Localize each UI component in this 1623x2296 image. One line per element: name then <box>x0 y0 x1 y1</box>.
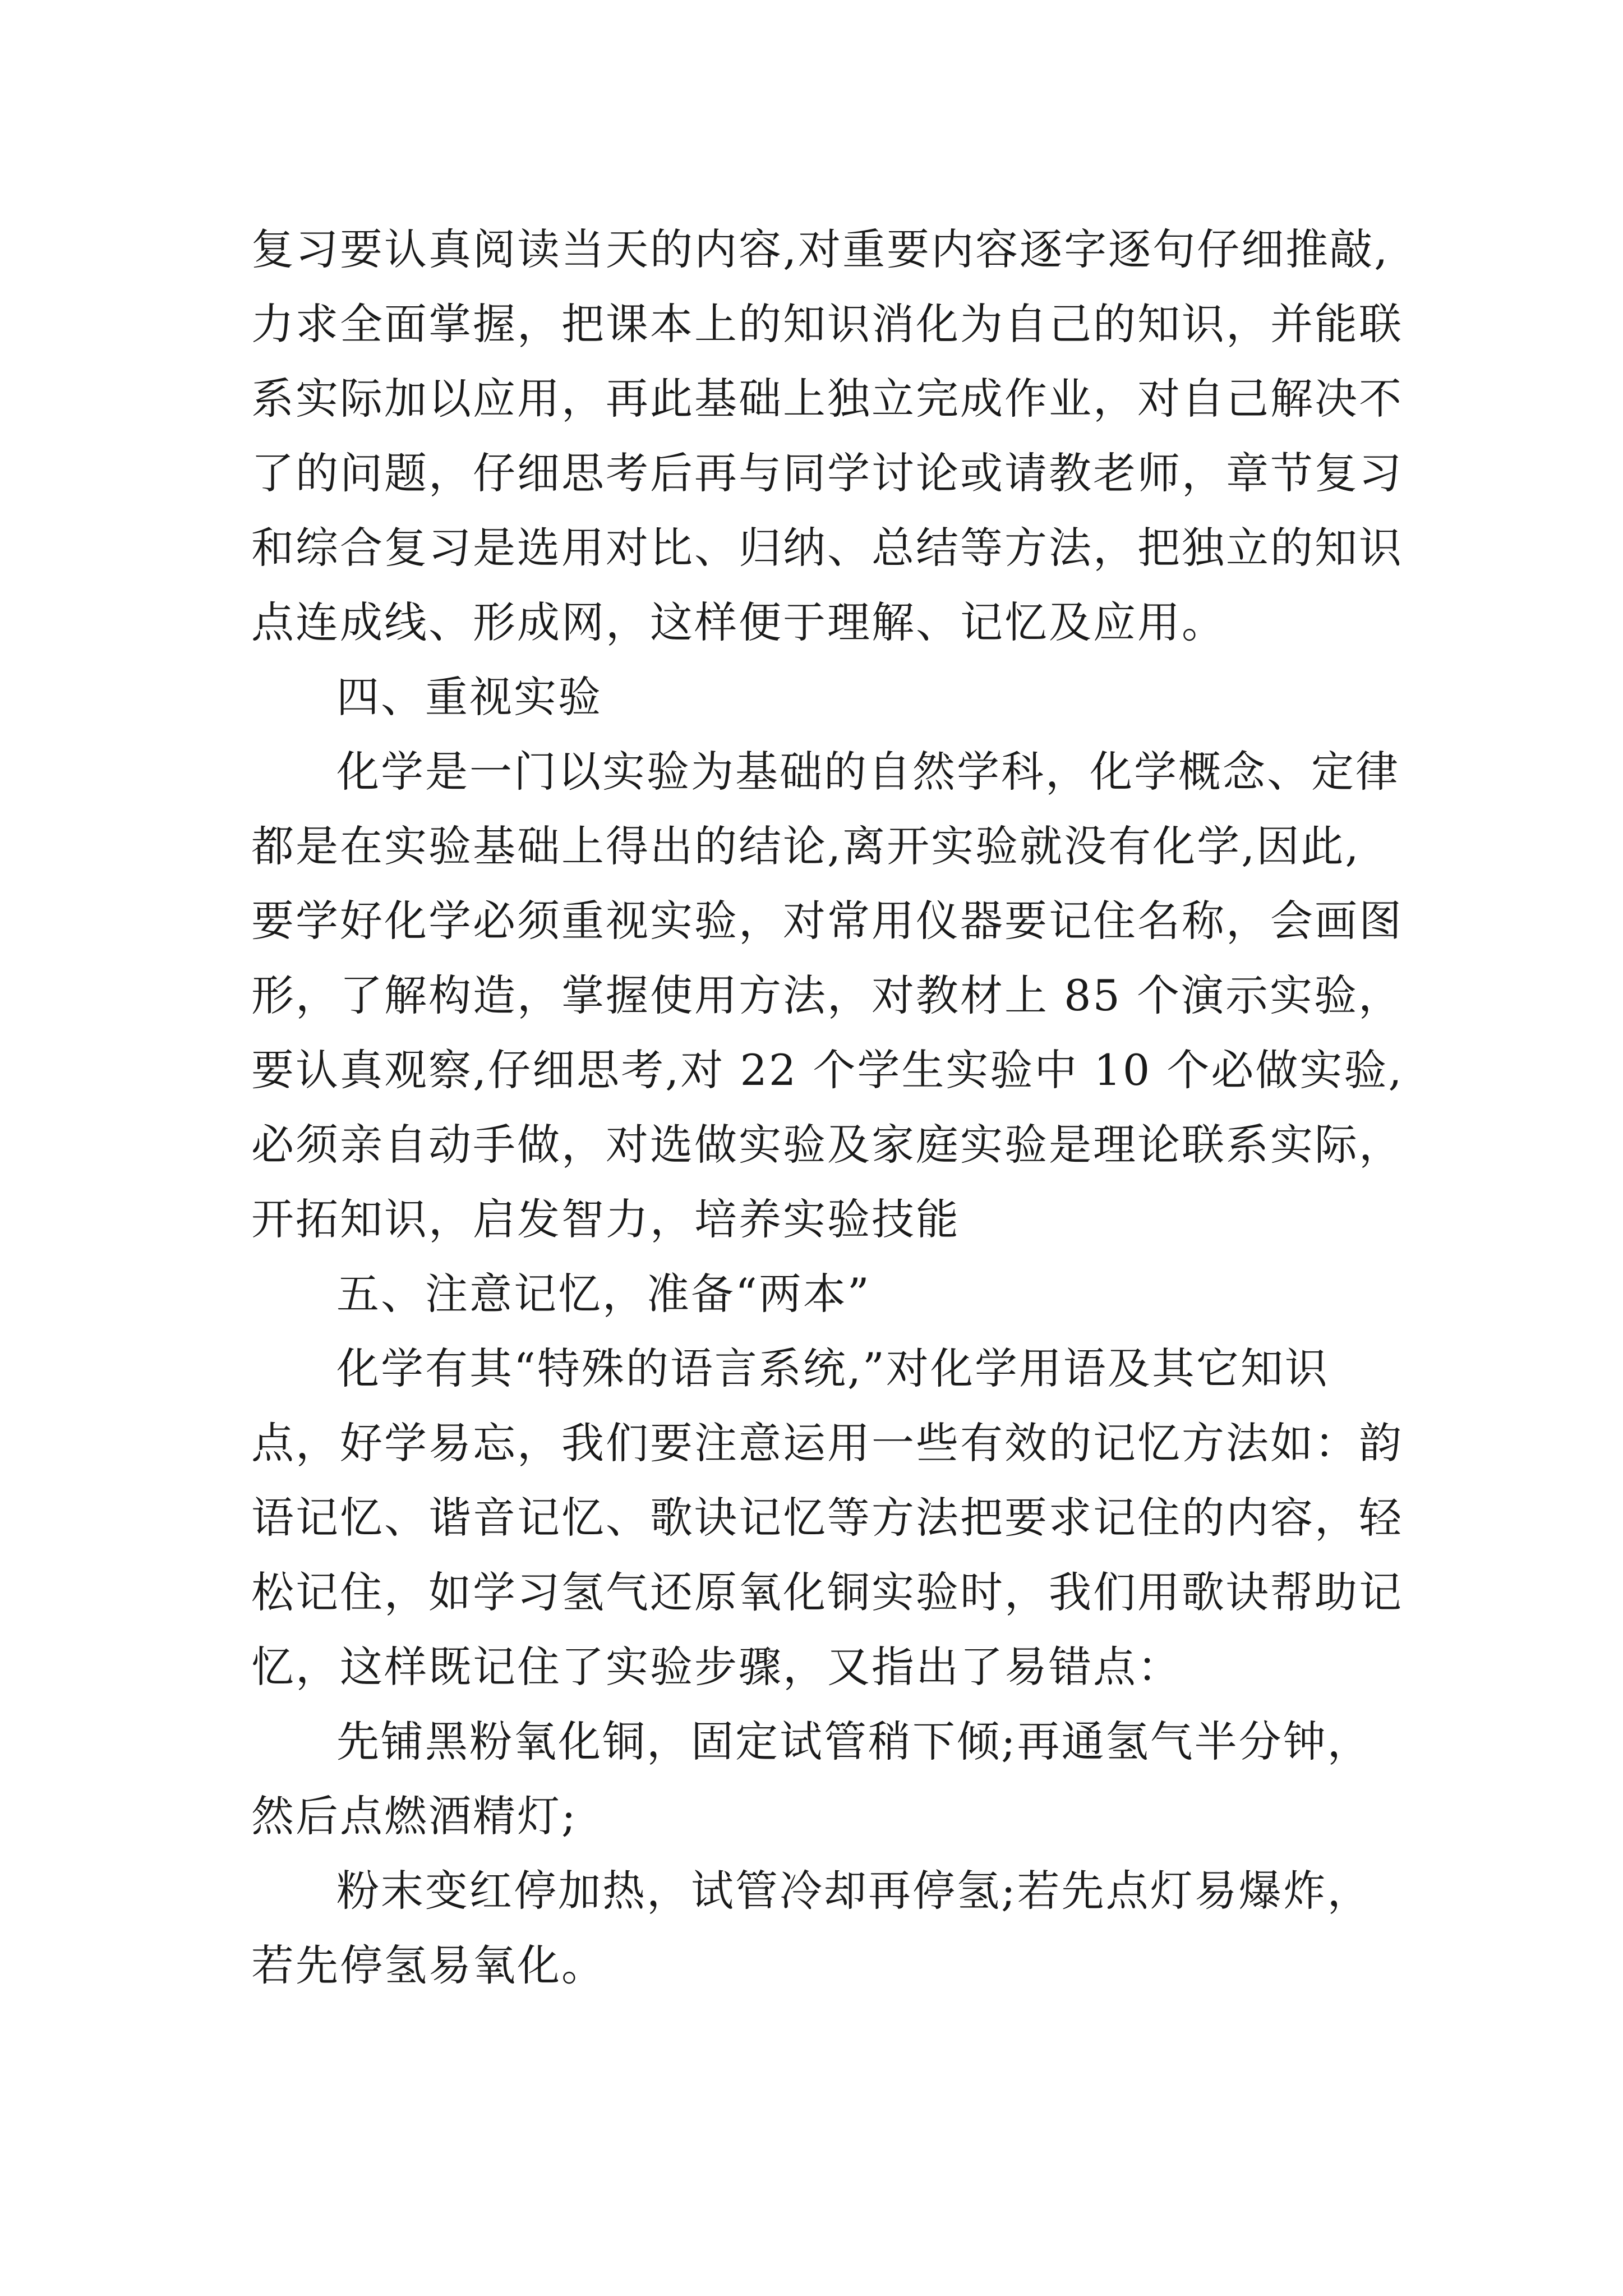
body-text-line: 力求全面掌握，把课本上的知识消化为自己的知识，并能联 <box>251 299 1403 349</box>
body-text-line: 形，了解构造，掌握使用方法，对教材上 85 个演示实验， <box>251 970 1403 1020</box>
body-text-line: 化学有其“特殊的语言系统,”对化学用语及其它知识 <box>336 1343 1329 1393</box>
body-text-line: 了的问题，仔细思考后再与同学讨论或请教老师，章节复习 <box>251 448 1403 498</box>
body-text-line: 复习要认真阅读当天的内容,对重要内容逐字逐句仔细推敲, <box>251 224 1390 274</box>
section-heading: 五、注意记忆，准备“两本” <box>336 1269 871 1319</box>
verse-line: 粉末变红停加热，试管冷却再停氢;若先点灯易爆炸， <box>336 1866 1372 1916</box>
verse-line: 然后点燃酒精灯; <box>251 1791 578 1841</box>
verse-line: 若先停氢易氧化。 <box>251 1940 606 1990</box>
body-text-line: 要认真观察,仔细思考,对 22 个学生实验中 10 个必做实验, <box>251 1045 1404 1095</box>
body-text-line: 化学是一门以实验为基础的自然学科，化学概念、定律 <box>336 747 1400 797</box>
body-text-line: 都是在实验基础上得出的结论,离开实验就没有化学,因此, <box>251 821 1361 871</box>
body-text-line: 语记忆、谐音记忆、歌诀记忆等方法把要求记住的内容，轻 <box>251 1493 1403 1543</box>
body-text-line: 松记住，如学习氢气还原氧化铜实验时，我们用歌诀帮助记 <box>251 1567 1403 1617</box>
body-text-line: 开拓知识，启发智力，培养实验技能 <box>251 1194 960 1244</box>
body-text-line: 忆，这样既记住了实验步骤，又指出了易错点： <box>251 1642 1182 1692</box>
verse-line: 先铺黑粉氧化铜，固定试管稍下倾;再通氢气半分钟， <box>336 1717 1372 1766</box>
body-text-line: 系实际加以应用，再此基础上独立完成作业，对自己解决不 <box>251 374 1403 424</box>
section-heading: 四、重视实验 <box>336 672 602 722</box>
body-text-line: 要学好化学必须重视实验，对常用仪器要记住名称，会画图 <box>251 896 1403 946</box>
body-text-line: 必须亲自动手做，对选做实验及家庭实验是理论联系实际， <box>251 1120 1403 1170</box>
body-text-line: 点连成线、形成网，这样便于理解、记忆及应用。 <box>251 597 1226 647</box>
body-text-line: 点，好学易忘，我们要注意运用一些有效的记忆方法如：韵 <box>251 1418 1403 1468</box>
body-text-line: 和综合复习是选用对比、归纳、总结等方法，把独立的知识 <box>251 523 1403 573</box>
